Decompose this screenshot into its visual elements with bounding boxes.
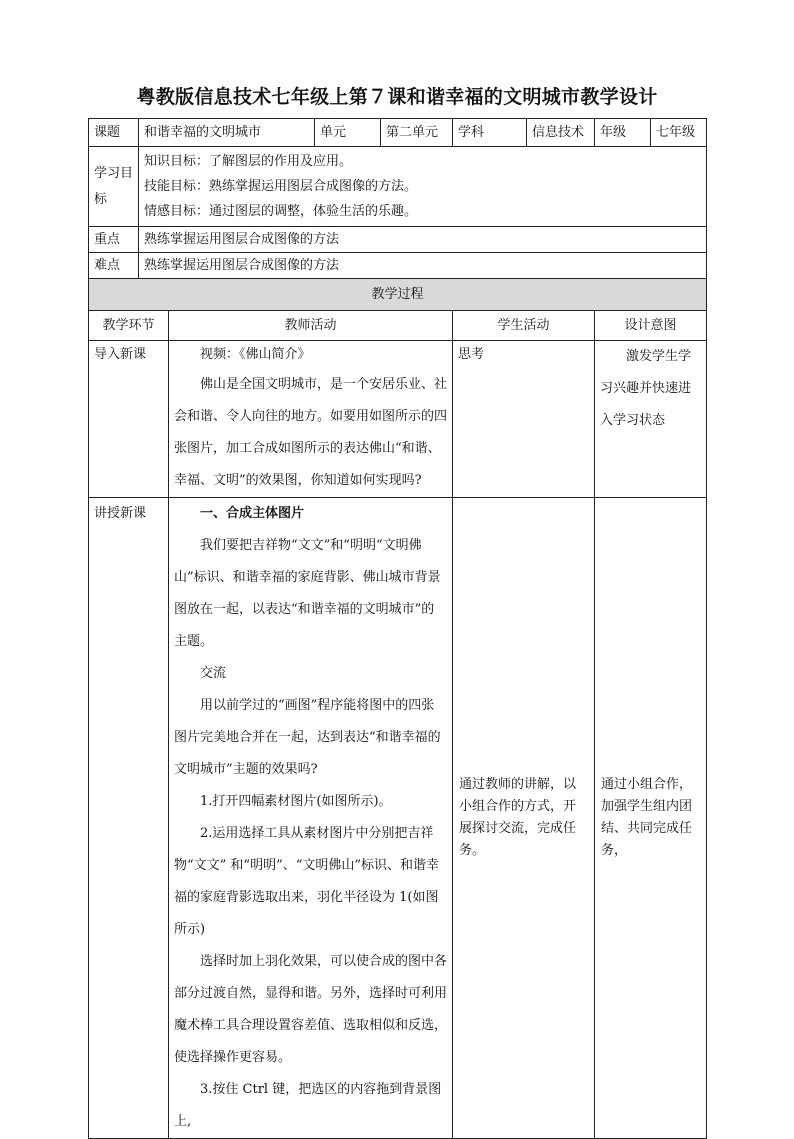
key-point-row xyxy=(89,227,707,253)
topic-label: 课题 xyxy=(89,119,139,147)
goals-list xyxy=(139,147,707,227)
key-point-label: 重点 xyxy=(89,227,139,253)
lecture-exchange: 交流 xyxy=(200,666,227,681)
info-row xyxy=(89,119,707,147)
unit-label: 单元 xyxy=(315,119,381,147)
lecture-step-3: 3.按住 Ctrl 键，把选区的内容拖到背景图上, xyxy=(174,1082,442,1129)
lesson-plan-table xyxy=(88,118,707,1139)
intro-row xyxy=(89,341,707,498)
lecture-intent: 通过小组合作，加强学生组内团结、共同完成任务， xyxy=(595,498,707,1139)
subject-label: 学科 xyxy=(453,119,527,147)
lecture-stage: 讲授新课 xyxy=(89,498,169,1139)
difficulty-row xyxy=(89,253,707,279)
header-intent: 设计意图 xyxy=(595,311,707,341)
topic-value: 和谐幸福的文明城市 xyxy=(139,119,315,147)
difficulty-value: 熟练掌握运用图层合成图像的方法 xyxy=(139,253,707,279)
grade-value: 七年级 xyxy=(651,119,707,147)
lecture-paragraph-3: 选择时加上羽化效果，可以使合成的图中各部分过渡自然，显得和谐。另外，选择时可利用魔术棒工具合理设置容差值、选取相似和反选，使选择操作更容易。 xyxy=(174,954,448,1065)
page-title: 粤教版信息技术七年级上第７课和谐幸福的文明城市教学设计 xyxy=(136,86,658,108)
intro-teacher xyxy=(169,341,453,498)
goal-skill: 技能目标：熟练掌握运用图层合成图像的方法。 xyxy=(144,179,418,194)
process-header-row xyxy=(89,311,707,341)
process-section-title: 教学过程 xyxy=(89,279,707,311)
goals-label: 学习目标 xyxy=(89,147,139,227)
intro-stage: 导入新课 xyxy=(89,341,169,498)
goals-row xyxy=(89,147,707,227)
lecture-heading: 一、合成主体图片 xyxy=(200,506,305,521)
unit-value: 第二单元 xyxy=(381,119,453,147)
header-teacher: 教师活动 xyxy=(169,311,453,341)
lecture-step-1: 1.打开四幅素材图片(如图所示)。 xyxy=(200,794,392,809)
header-student: 学生活动 xyxy=(453,311,595,341)
subject-value: 信息技术 xyxy=(527,119,595,147)
difficulty-label: 难点 xyxy=(89,253,139,279)
goal-emotion: 情感目标：通过图层的调整，体验生活的乐趣。 xyxy=(144,204,418,219)
header-stage: 教学环节 xyxy=(89,311,169,341)
intro-teacher-paragraph: 佛山是全国文明城市，是一个安居乐业、社会和谐、令人向往的地方。如要用如图所示的四张图片，加工合成如图所示的表达佛山“和谐、幸福、文明”的效果图，你知道如何实现吗? xyxy=(174,377,448,488)
key-point-value: 熟练掌握运用图层合成图像的方法 xyxy=(139,227,707,253)
grade-label: 年级 xyxy=(595,119,651,147)
intro-intent: 激发学生学习兴趣并快速进入学习状态 xyxy=(600,349,692,428)
lecture-paragraph-1: 我们要把吉祥物“文文”和“明明“文明佛山”标识、和谐幸福的家庭背影、佛山城市背景图放在一起，以表达“和谐幸福的文明城市”的主题。 xyxy=(174,538,441,649)
lecture-paragraph-2: 用以前学过的“画图”程序能将图中的四张图片完美地合并在一起，达到表达“和谐幸福的文明城市”主题的效果吗? xyxy=(174,698,441,777)
lecture-teacher xyxy=(169,498,453,1139)
process-section-row xyxy=(89,279,707,311)
lecture-row xyxy=(89,498,707,1139)
intro-student: 思考 xyxy=(453,341,595,498)
intro-teacher-video: 视频：《佛山简介》 xyxy=(200,347,311,362)
lecture-student: 通过教师的讲解，以小组合作的方式，开展探讨交流，完成任务。 xyxy=(453,498,595,1139)
intro-intent-cell xyxy=(595,341,707,498)
goal-knowledge: 知识目标：了解图层的作用及应用。 xyxy=(144,154,353,169)
lecture-step-2: 2.运用选择工具从素材图片中分别把吉祥物“文文” 和“明明”、“文明佛山”标识、和谐幸福的家庭背影选取出来，羽化半径设为 1(如图所示) xyxy=(174,826,440,937)
